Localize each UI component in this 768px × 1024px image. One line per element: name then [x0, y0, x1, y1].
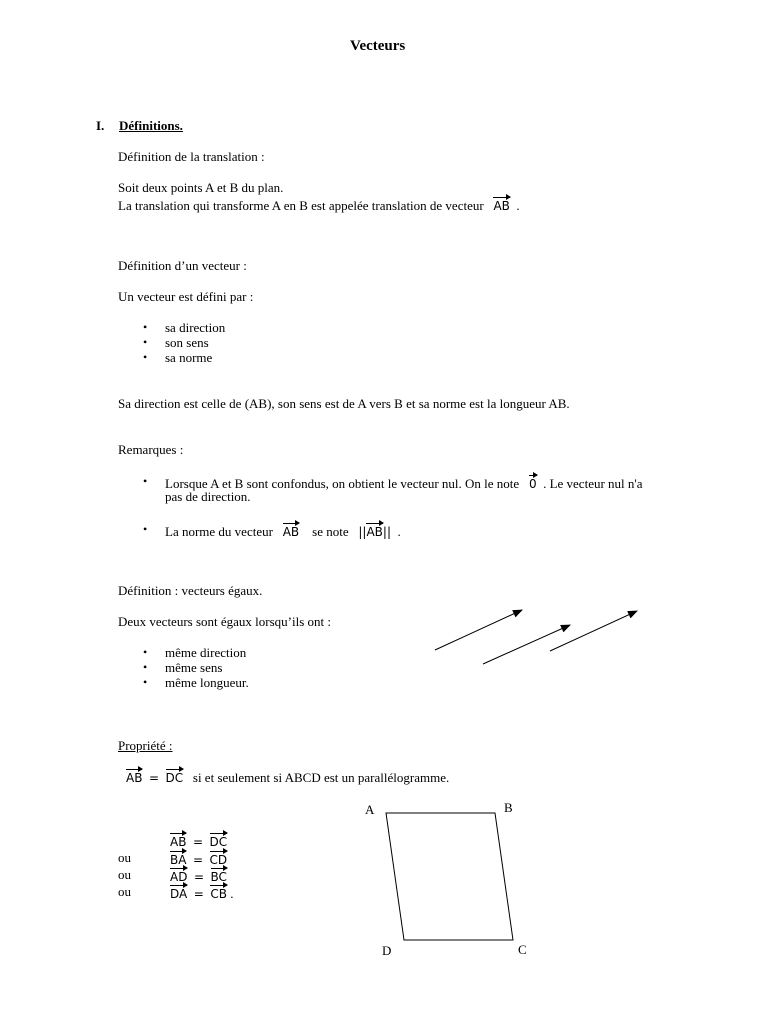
bullet-icon: •	[143, 645, 148, 659]
bullet-icon: •	[143, 522, 148, 536]
list-item: son sens	[165, 335, 209, 350]
translation-line2-text: La translation qui transforme A en B est appelée translation de vecteur	[118, 198, 484, 213]
parallelogram-shape	[386, 813, 513, 940]
vector-definition-intro: Un vecteur est défini par :	[118, 289, 254, 304]
section-number: I.	[96, 118, 105, 133]
row-end: .	[230, 886, 234, 901]
remark-1-end: . Le vecteur nul n'a	[543, 476, 643, 491]
equivalence-row	[170, 850, 227, 868]
vertex-label-c: C	[518, 942, 527, 957]
equal-vectors-heading: Définition : vecteurs égaux.	[118, 583, 263, 598]
page-title: Vecteurs	[350, 38, 406, 54]
vector-left: DA	[170, 884, 187, 902]
equal-vectors-diagram	[420, 598, 660, 678]
equals-sign: =	[192, 835, 204, 849]
equivalence-row	[170, 884, 233, 902]
bullet-icon: •	[143, 335, 148, 349]
remark-1-text: Lorsque A et B sont confondus, on obtient le vecteur nul. On le note	[165, 476, 520, 491]
translation-heading: Définition de la translation :	[118, 149, 265, 164]
remark-2-text: La norme du vecteur	[165, 524, 273, 539]
vector-ab: AB	[366, 522, 382, 540]
remark-2-mid: se note	[312, 524, 349, 539]
remark-2	[165, 522, 401, 540]
vector-arrow-2	[483, 625, 570, 664]
vector-arrow-3	[550, 611, 637, 651]
bullet-icon: •	[143, 675, 148, 689]
equivalence-prefix: ou	[118, 850, 131, 865]
equals-sign: =	[148, 771, 160, 785]
norm-bar-left: ||	[358, 525, 367, 539]
bullet-icon: •	[143, 660, 148, 674]
period: .	[516, 198, 520, 213]
list-item: sa norme	[165, 350, 213, 365]
remark-1-line2: pas de direction.	[165, 489, 251, 504]
vector-left: BA	[170, 850, 186, 868]
equal-vectors-intro: Deux vecteurs sont égaux lorsqu’ils ont :	[118, 614, 332, 629]
section-heading: Définitions.	[119, 118, 183, 133]
vector-right: CB	[210, 884, 227, 902]
translation-line1: Soit deux points A et B du plan.	[118, 180, 284, 195]
bullet-icon: •	[143, 474, 148, 488]
bullet-icon: •	[143, 320, 148, 334]
vector-left: AB	[170, 832, 186, 850]
period: .	[397, 524, 401, 539]
vector-right: BC	[211, 867, 227, 885]
property-text: si et seulement si ABCD est un parallélogramme.	[192, 770, 450, 785]
equals-sign: =	[193, 887, 204, 901]
vector-definition-heading: Définition d’un vecteur :	[118, 258, 247, 273]
vector-arrow-1	[435, 610, 522, 650]
vector-left: AD	[170, 867, 187, 885]
property-statement	[126, 768, 449, 786]
equivalence-row	[170, 832, 227, 850]
property-heading: Propriété :	[118, 738, 173, 753]
vertex-label-a: A	[365, 802, 375, 817]
vertex-label-b: B	[504, 800, 513, 815]
vector-ab: AB	[283, 522, 299, 540]
vector-right: CD	[210, 850, 228, 868]
vertex-label-d: D	[382, 943, 392, 958]
equivalence-row	[170, 867, 227, 885]
bullet-icon: •	[143, 350, 148, 364]
equals-sign: =	[192, 853, 204, 867]
vector-zero: 0	[529, 474, 537, 492]
vector-ab: AB	[126, 768, 142, 786]
parallelogram-diagram	[370, 805, 530, 950]
equals-sign: =	[193, 870, 205, 884]
remarks-heading: Remarques :	[118, 442, 184, 457]
translation-line2	[118, 196, 520, 214]
list-item: même sens	[165, 660, 223, 675]
vector-ab: AB	[493, 196, 509, 214]
list-item: sa direction	[165, 320, 226, 335]
norm-bar-right: ||	[382, 525, 391, 539]
list-item: même direction	[165, 645, 247, 660]
equivalence-prefix: ou	[118, 867, 131, 882]
list-item: même longueur.	[165, 675, 249, 690]
vector-dc: DC	[166, 768, 184, 786]
vector-right: DC	[210, 832, 228, 850]
vector-explanation: Sa direction est celle de (AB), son sens est de A vers B et sa norme est la longueur AB.	[118, 396, 570, 411]
equivalence-prefix: ou	[118, 884, 131, 899]
